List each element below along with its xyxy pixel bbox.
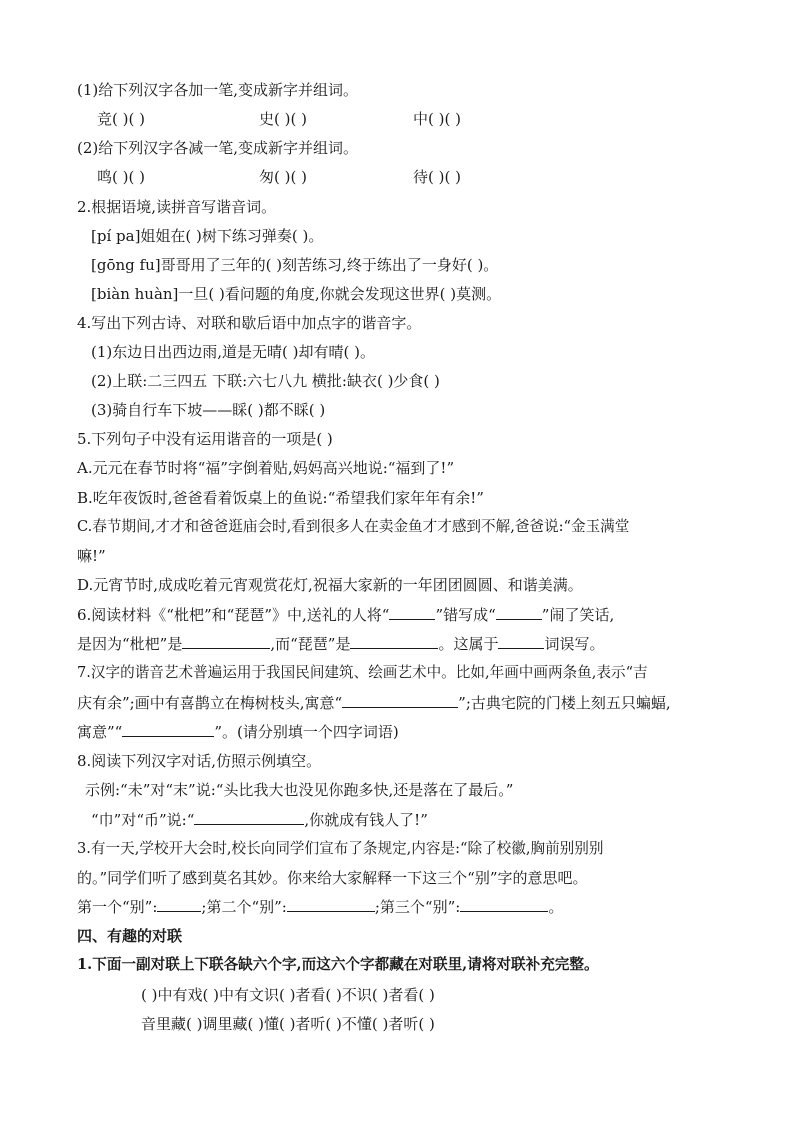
q2-line: [gōng fu]哥哥用了三年的( )刻苦练习,终于练出了一身好( )。 bbox=[91, 256, 499, 274]
q8-fill-line: “巾”对“币”说:“ ,你就成有钱人了!” bbox=[91, 811, 428, 829]
q8-example: 示例:“未”对“末”说:“头比我大也没见你跑多快,还是落在了最后。” bbox=[85, 781, 514, 799]
answer-blank[interactable] bbox=[182, 634, 270, 649]
answer-blank[interactable] bbox=[287, 897, 375, 912]
answer-blank[interactable] bbox=[157, 897, 201, 912]
q1-part1-item: 中( )( ) bbox=[413, 110, 461, 128]
q1-part1-item: 竞( )( ) bbox=[97, 110, 145, 128]
answer-blank[interactable] bbox=[498, 634, 544, 649]
answer-blank[interactable] bbox=[122, 722, 214, 737]
section-heading: 四、有趣的对联 bbox=[77, 927, 183, 945]
q1-part2-instruction: (2)给下列汉字各减一笔,变成新字并组词。 bbox=[77, 139, 359, 157]
q2-title: 2.根据语境,读拼音写谐音词。 bbox=[77, 198, 277, 216]
answer-blank[interactable] bbox=[342, 693, 458, 708]
q5-option-d: D.元宵节时,成成吃着元宵观赏花灯,祝福大家新的一年团团圆圆、和谐美满。 bbox=[77, 576, 583, 594]
q5-option-a: A.元元在春节时将“福”字倒着贴,妈妈高兴地说:“福到了!” bbox=[77, 459, 455, 477]
answer-blank[interactable] bbox=[350, 634, 438, 649]
q7-line1: 7.汉字的谐音艺术普遍运用于我国民间建筑、绘画艺术中。比如,年画中画两条鱼,表示“吉 bbox=[77, 664, 648, 681]
q7-line3: 寓意”“ ”。(请分别填一个四字词语) bbox=[77, 723, 399, 741]
q4-title: 4.写出下列古诗、对联和歇后语中加点字的谐音字。 bbox=[77, 314, 422, 332]
q1-part1-item: 史( )( ) bbox=[259, 110, 307, 128]
q8-title: 8.阅读下列汉字对话,仿照示例填空。 bbox=[77, 752, 322, 770]
q4-line: (1)东边日出西边雨,道是无晴( )却有晴( )。 bbox=[91, 343, 375, 361]
q6-line2: 是因为“枇杷”是 ,而“琵琶”是 。这属于 词误写。 bbox=[77, 635, 605, 653]
q4-line: (2)上联:二三四五 下联:六七八九 横批:缺衣( )少食( ) bbox=[91, 372, 440, 390]
answer-blank[interactable] bbox=[496, 605, 542, 620]
answer-blank[interactable] bbox=[194, 810, 304, 825]
q2-line: [biàn huàn]一旦( )看问题的角度,你就会发现这世界( )莫测。 bbox=[91, 285, 502, 303]
q4-line: (3)骑自行车下坡——睬( )都不睬( ) bbox=[91, 401, 326, 419]
q3-line3: 第一个“别”: ;第二个“别”: ;第三个“别”: 。 bbox=[77, 898, 564, 916]
q2-line: [pí pa]姐姐在( )树下练习弹奏( )。 bbox=[91, 227, 324, 245]
section4-q1-instruction: 1.下面一副对联上下联各缺六个字,而这六个字都藏在对联里,请将对联补充完整。 bbox=[77, 956, 599, 973]
couplet-upper: ( )中有戏( )中有文识( )者看( )不识( )者看( ) bbox=[141, 986, 435, 1004]
q3-line2: 的。”同学们听了感到莫名其妙。你来给大家解释一下这三个“别”字的意思吧。 bbox=[77, 869, 588, 887]
q1-part2-item: 待( )( ) bbox=[413, 168, 461, 186]
q5-title: 5.下列句子中没有运用谐音的一项是( ) bbox=[77, 430, 333, 448]
q5-option-b: B.吃年夜饭时,爸爸看着饭桌上的鱼说:“希望我们家年年有余!” bbox=[77, 489, 484, 507]
q3-line1: 3.有一天,学校开大会时,校长向同学们宣布了条规定,内容是:“除了校徽,胸前别别别 bbox=[77, 840, 604, 857]
q5-option-c-continued: 嘛!” bbox=[77, 547, 106, 565]
answer-blank[interactable] bbox=[460, 897, 548, 912]
q5-option-c: C.春节期间,才才和爸爸逛庙会时,看到很多人在卖金鱼才才感到不解,爸爸说:“金玉满堂 bbox=[77, 518, 630, 535]
q1-part1-instruction: (1)给下列汉字各加一笔,变成新字并组词。 bbox=[77, 81, 359, 99]
answer-blank[interactable] bbox=[389, 605, 435, 620]
couplet-lower: 音里藏( )调里藏( )懂( )者听( )不懂( )者听( ) bbox=[141, 1015, 435, 1033]
q7-line2: 庆有余”;画中有喜鹊立在梅树枝头,寓意“ ”;古典宅院的门楼上刻五只蝙蝠, bbox=[77, 694, 671, 712]
q1-part2-item: 匆( )( ) bbox=[259, 168, 307, 186]
q6-line1: 6.阅读材料《“枇杷”和“琵琶”》中,送礼的人将“ ”错写成“ ”闹了笑话, bbox=[77, 606, 615, 624]
q1-part2-item: 鸣( )( ) bbox=[97, 168, 145, 186]
